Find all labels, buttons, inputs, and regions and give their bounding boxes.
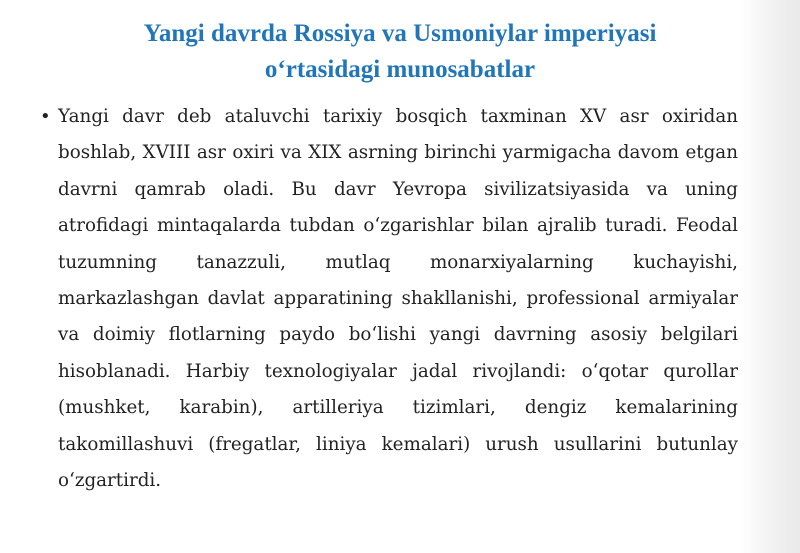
- slide-title-line-2: o‘rtasidagi munosabatlar: [264, 56, 536, 83]
- bullet-paragraph: Yangi davr deb ataluvchi tarixiy bosqich taxminan XV asr oxiridan boshlab, XVIII asr oxiri va XIX asrning birinchi yarmigacha davom etgan davrni qamrab oladi. Bu davr Yevropa sivilizatsiyasida va uning atrofidagi mintaqalarda tubdan o‘zgarishlar bilan ajralib turadi. Feodal tuzumning tanazzuli, mutlaq monarxiyalarning kuchayishi, markazlashgan davlat apparatining shakllanishi, professional armiyalar va doimiy flotlarning paydo bo‘lishi yangi davrning asosiy belgilari hisoblanadi. Harbiy texnologiyalar jadal rivojlandi: o‘qotar qurollar (mushket, karabin), artilleriya tizimlari, dengiz kemalarining takomillashuvi (fregatlar, liniya kemalari) urush usullarini butunlay o‘zgartirdi.: [58, 106, 738, 492]
- slide-edge-shade: [740, 0, 800, 553]
- bullet-item: [40, 99, 738, 499]
- slide-title-line-1: Yangi davrda Rossiya va Usmoniylar imperiyasi: [143, 20, 657, 47]
- slide-title: [60, 16, 740, 88]
- bullet-dot-icon: •: [40, 106, 51, 127]
- slide-content: [40, 99, 738, 499]
